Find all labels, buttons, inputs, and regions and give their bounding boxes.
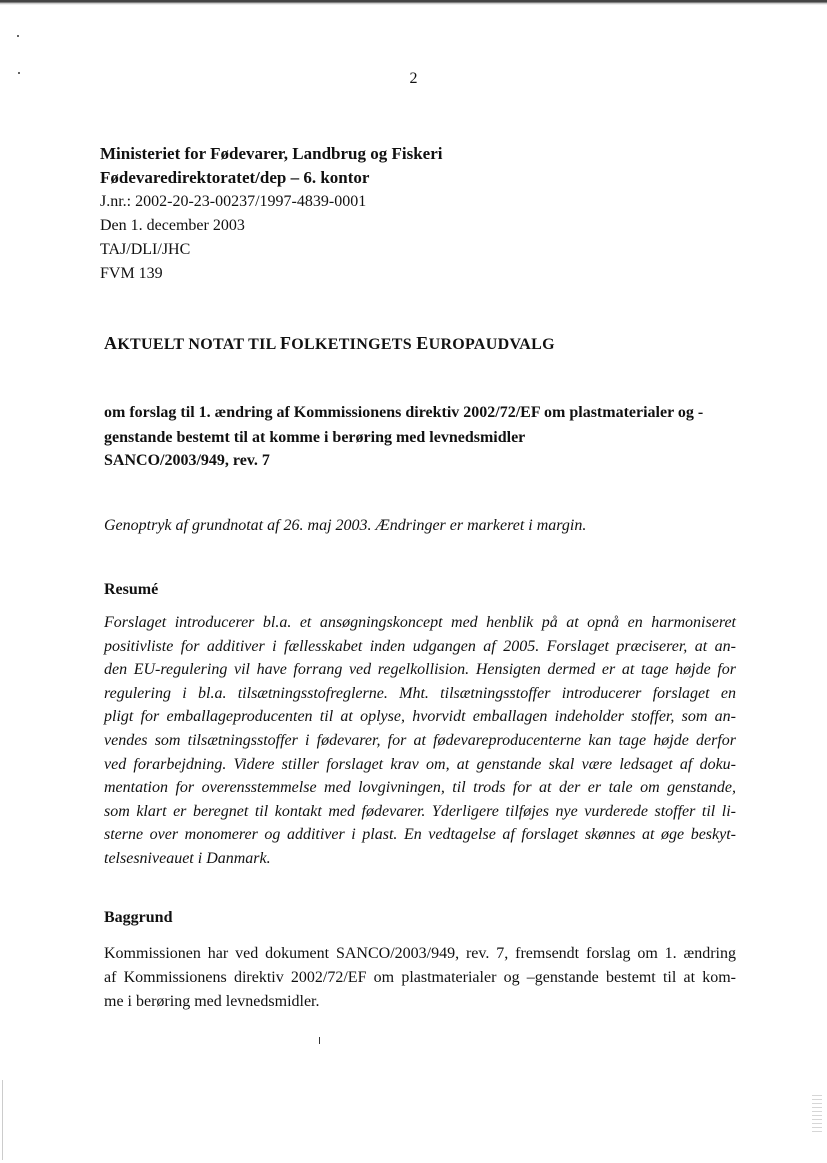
ministry-name: Ministeriet for Fødevarer, Landbrug og Fiskeri (100, 144, 443, 163)
resume-line: pligt for emballageproducenten til at oplyse, hvorvidt emballagen indeholder stoffer, som an- (104, 708, 736, 726)
author-initials: TAJ/DLI/JHC (100, 241, 191, 258)
resume-paragraph (104, 611, 736, 871)
document-code: FVM 139 (100, 265, 163, 282)
resume-heading: Resumé (104, 581, 159, 598)
document-subject (104, 400, 734, 450)
scan-margin-noise (812, 1095, 822, 1135)
resume-line: positivliste for additiver i fællesskabet inden udgangen af 2005. Forslaget præciserer, at an- (104, 637, 736, 655)
background-line: me i berøring med levnedsmidler. (104, 993, 320, 1010)
resume-line: den EU-regulering vil have forrang ved regelkollision. Hensigten dermed er at tage højde for (104, 661, 736, 679)
resume-line: som klart er beregnet til kontakt med fødevarer. Yderligere tilføjes nye vurderede stoffer til li- (104, 802, 736, 820)
document-title: AKTUELT NOTAT TIL FOLKETINGETS EUROPAUDVALG (104, 333, 555, 353)
letter-header (100, 142, 443, 286)
resume-line: Forslaget introducerer bl.a. et ansøgningskoncept med henblik på at opnå en harmoniseret (104, 614, 736, 631)
page-number: 2 (409, 70, 418, 87)
journal-number: J.nr.: 2002-20-23-00237/1997-4839-0001 (100, 193, 367, 210)
document-date: Den 1. december 2003 (100, 217, 245, 234)
reprint-note: Genoptryk af grundnotat af 26. maj 2003. Ændringer er markeret i margin. (104, 517, 587, 534)
resume-line: vendes som tilsætningsstoffer i fødevarer, for at fødevareproducenterne kan tage højde derfor (104, 731, 736, 749)
scan-left-edge (2, 1080, 3, 1160)
background-line: Kommissionen har ved dokument SANCO/2003/949, rev. 7, fremsendt forslag om 1. ændring (104, 945, 736, 962)
scan-top-edge (0, 0, 827, 5)
resume-line: regulering i bl.a. tilsætningsstofreglerne. Mht. tilsætningsstoffer introducerer forslaget en (104, 684, 736, 702)
subject-line: om forslag til 1. ændring af Kommissionens direktiv 2002/72/EF om plastmaterialer og - (104, 404, 704, 421)
resume-line: mentation for overensstemmelse med lovgivningen, til trods for at der er tale om genstande, (104, 779, 736, 797)
background-line: af Kommissionens direktiv 2002/72/EF om plastmaterialer og –genstande bestemt til at kom- (104, 969, 736, 986)
subject-line: genstande bestemt til at komme i berøring med levnedsmidler (104, 429, 526, 446)
department-name: Fødevaredirektoratet/dep – 6. kontor (100, 168, 370, 187)
scan-speck (17, 35, 19, 37)
resume-line: ved forarbejdning. Videre stiller forslaget krav om, at genstande skal være ledsaget af doku- (104, 755, 736, 773)
scan-mark (319, 1037, 320, 1044)
background-heading: Baggrund (104, 909, 173, 926)
background-paragraph (104, 942, 736, 1014)
proposal-reference: SANCO/2003/949, rev. 7 (104, 452, 270, 469)
resume-line: telsesniveauet i Danmark. (104, 849, 271, 867)
resume-line: sterne over monomerer og additiver i plast. En vedtagelse af forslaget skønnes at øge beskyt- (104, 826, 736, 844)
